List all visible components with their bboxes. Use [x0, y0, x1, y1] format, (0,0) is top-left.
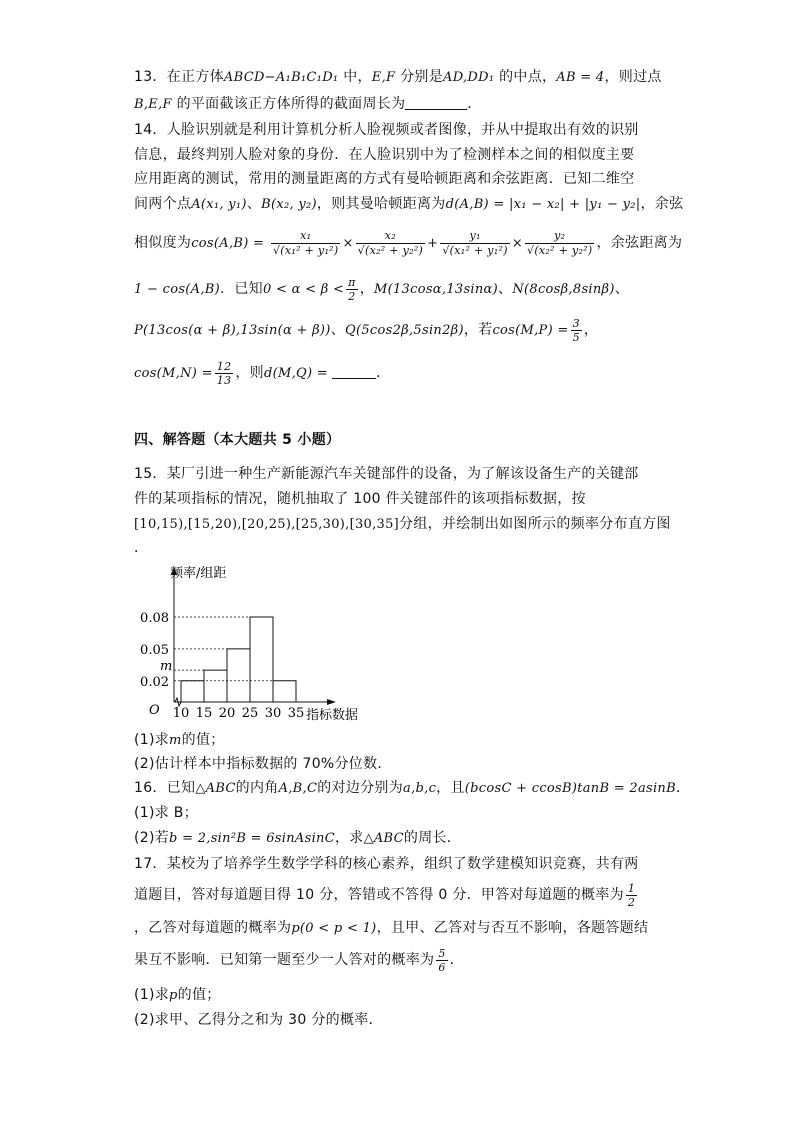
x-tick-label: 30 [264, 706, 282, 721]
q14-twelve-thirteenths: $\frac{12}{13}$ [216, 359, 232, 387]
q15-line-3 [134, 514, 671, 535]
q14-line-1: 14．人脸识别就是利用计算机分析人脸视频或者图像，并从中提取出有效的识别 [134, 122, 639, 138]
q15-line-2: 件的某项指标的情况，随机抽取了 100 件关键部件的该项指标数据，按 [134, 491, 586, 507]
q17-line-3 [134, 918, 648, 939]
q17-five-sixths: $\frac{5}{6}$ [438, 946, 446, 974]
q14-text: ，则其曼哈顿距离为 [316, 196, 446, 212]
q13-length: AB = 4 [556, 70, 605, 85]
q17-text: ，且甲、乙答对与否互不影响，各题答题结 [376, 920, 649, 936]
q16-equation: (bcosC + ccosB)tanB = 2asinB [464, 781, 676, 796]
q14-text: ，余弦距离为 [596, 235, 683, 251]
q17-text: 道题目，答对每道题目得 10 分，答错或不答得 0 分．甲答对每道题的概率为 [134, 887, 624, 903]
q14-fraction-1: $\frac{\text{x₁}}{\text{√(x₁² + y₁²)}}$ [273, 228, 339, 257]
q15-intervals: [10,15),[15,20),[20,25),[25,30),[30,35] [134, 517, 400, 532]
x-axis-label: 指标数据 [306, 708, 359, 723]
q16-text: (2)若 [134, 830, 170, 846]
q14-text: ， [583, 322, 599, 338]
q15-text: (1)求 [134, 732, 170, 748]
q15-line-4: ． [134, 540, 149, 556]
x-tick-label: 20 [218, 706, 236, 721]
q14-cos-mp: cos(M,P) = [492, 323, 569, 338]
q13-cube: ABCD−A₁B₁C₁D₁ [223, 70, 339, 85]
q15-text: 的值； [181, 732, 225, 748]
section-heading: 四、解答题（本大题共 5 小题） [134, 432, 341, 448]
q14-angle-range: 0 < α < β < [262, 282, 345, 297]
q14-point-q: Q(5cos2β,5sin2β) [345, 323, 464, 338]
q16-condition: b = 2,sin²B = 6sinAsinC [169, 831, 335, 846]
q14-point-m: M(13cosα,13sinα) [374, 282, 499, 297]
q14-fraction-2: $\frac{\text{x₂}}{\text{√(x₂² + y₂²)}}$ [357, 228, 424, 257]
q17-p-range: p(0 < p < 1) [291, 921, 377, 936]
q14-point-n: N(8cosβ,8sinβ) [512, 282, 615, 297]
q14-fraction-3: $\frac{\text{y₁}}{\text{√(x₁² + y₁²)}}$ [442, 228, 508, 257]
q13-text: 13．在正方体 [134, 69, 224, 85]
origin-label: O [149, 703, 160, 718]
q14-line-3: 应用距离的测试，常用的测量距离的方式有曼哈顿距离和余弦距离．已知二维空 [134, 171, 635, 187]
q15-sub-1 [134, 730, 225, 751]
q14-text: 间两个点 [134, 196, 192, 212]
x-tick-label: 25 [241, 706, 259, 721]
q15-sub-2: (2)估计样本中指标数据的 70%分位数． [134, 756, 392, 772]
x-axis-arrow [327, 699, 336, 705]
q14-cosine-distance: 1 − cos(A,B) [134, 282, 221, 297]
q15-line-1: 15．某厂引进一种生产新能源汽车关键部件的设备，为了解该设备生产的关键部 [134, 466, 639, 482]
q14-text: ，若 [463, 322, 493, 338]
frequency-histogram [128, 562, 378, 728]
q14-text: ．已知 [220, 281, 263, 297]
y-tick-label: 0.05 [140, 642, 169, 658]
q16-sub-2 [134, 828, 461, 849]
q13-text: 的中点， [494, 69, 557, 85]
q16-text: ． [675, 780, 691, 796]
q17-sub-1 [134, 985, 221, 1006]
q16-text: 的内角 [235, 780, 279, 796]
y-tick-label: 0.08 [140, 611, 169, 626]
q17-text: 的值； [177, 987, 221, 1003]
q14-answer-blank[interactable] [332, 364, 376, 379]
q14-text: 、 [330, 322, 345, 338]
q14-manhattan-formula: d(A,B) = |x₁ − x₂| + |y₁ − y₂| [445, 197, 641, 212]
q14-line-2: 信息，最终判别人脸对象的身份．在人脸识别中为了检测样本之间的相似度主要 [134, 147, 635, 163]
q14-pi-over-2: $\frac{\pi}{2}$ [348, 275, 356, 303]
q16-text: 16．已知 [134, 780, 196, 796]
q13-text: 分别是 [395, 69, 443, 85]
q17-text: (1)求 [134, 987, 170, 1003]
q16-triangle: △ABC [195, 781, 236, 796]
histogram-bar-15-20 [204, 670, 227, 702]
q14-text: ， [359, 281, 374, 297]
y-tick-label: m [160, 659, 173, 675]
q13-answer-blank[interactable] [405, 95, 467, 110]
q13-line-2 [134, 94, 482, 115]
q16-text: 的周长． [403, 830, 462, 846]
q15-text: 分组，并绘制出如图所示的频率分布直方图 [399, 516, 671, 532]
q17-line-4 [134, 943, 464, 977]
x-tick-label: 35 [287, 706, 305, 721]
q17-text: ． [449, 952, 464, 968]
q13-text: ． [467, 96, 482, 112]
q17-p: p [169, 988, 178, 1003]
q14-text: 、 [246, 196, 262, 212]
q14-line-8 [134, 356, 390, 391]
x-tick-label: 10 [172, 706, 190, 721]
histogram-bar-20-25 [227, 649, 250, 702]
q14-fraction-4: $\frac{\text{y₂}}{\text{√(x₂² + y₂²)}}$ [527, 228, 593, 257]
q14-line-6 [134, 272, 629, 307]
q14-text: ． [375, 365, 391, 381]
q17-text: 果互不影响．已知第一题至少一人答对的概率为 [134, 952, 435, 968]
q14-text: ，则 [235, 365, 264, 381]
q15-m: m [169, 733, 182, 748]
q16-line-1 [134, 778, 690, 799]
q14-line-7 [134, 313, 598, 348]
y-tick-label: 0.02 [140, 674, 169, 690]
q14-text: ，余弦 [640, 196, 684, 212]
q14-line-4 [134, 194, 683, 215]
histogram-bar-30-35 [273, 681, 296, 702]
q17-line-2 [134, 878, 639, 912]
q13-points: E,F [371, 70, 396, 85]
q16-text: ，求 [334, 830, 364, 846]
q14-cos-mn: cos(M,N) = [134, 366, 213, 381]
q14-point-a: A(x₁, y₁) [191, 197, 247, 212]
q13-text: ，则过点 [604, 69, 662, 85]
q13-text: 中， [338, 69, 372, 85]
histogram-bar-10-15 [181, 681, 204, 702]
q14-point-p: P(13cos(α + β),13sin(α + β)) [134, 323, 331, 338]
q16-text: 的对边分别为 [317, 780, 404, 796]
q13-text: 的平面截该正方体所得的截面周长为 [171, 96, 406, 112]
q14-point-b: B(x₂, y₂) [261, 197, 317, 212]
q13-line-1 [134, 67, 662, 88]
q16-triangle: △ABC [363, 831, 404, 846]
histogram-axes [171, 567, 336, 706]
q17-line-1: 17．某校为了培养学生数学学科的核心素养，组织了数学建模知识竞赛，共有两 [134, 856, 639, 872]
histogram-ticks [140, 611, 304, 721]
q16-angles: A,B,C [278, 781, 318, 796]
q14-d-mq: d(M,Q) = [263, 366, 328, 381]
q17-one-half: $\frac{1}{2}$ [627, 881, 636, 909]
x-tick-label: 15 [195, 706, 213, 721]
q14-three-fifths: $\frac{3}{5}$ [572, 316, 580, 344]
q14-cosine-lhs: cos(A,B) = [191, 236, 265, 251]
histogram-bar-25-30 [250, 617, 273, 702]
q14-text: 相似度为 [134, 235, 192, 251]
q17-text: ，乙答对每道题的概率为 [134, 920, 292, 936]
q16-sides: a,b,c [403, 781, 437, 796]
q14-line-5: 相似度为cos(A,B) = $\frac{\text{x₁}}{\text{√(x₁² + y₁²)}}$ × $\frac{\text{x₂}}{\text{√(x₂² + y₂²)}}$ + $\frac{\text{y₁}}{\text{√(x₁² + y₁²)}}$ × $\frac{\text{y₂}}{\text{√(x₂² + y₂²)}}$ ，余弦距离为 [134, 228, 683, 257]
q17-sub-2: (2)求甲、乙得分之和为 30 分的概率． [134, 1012, 383, 1028]
q16-sub-1: (1)求 B； [134, 805, 198, 821]
histogram-bars [174, 617, 296, 702]
y-axis-label: 频率/组距 [170, 566, 227, 581]
q13-plane-points: B,E,F [134, 97, 172, 112]
q14-text: 、 [614, 281, 630, 297]
q16-text: ，且 [436, 780, 465, 796]
q13-segments: AD,DD₁ [443, 70, 495, 85]
q14-text: 、 [498, 281, 513, 297]
